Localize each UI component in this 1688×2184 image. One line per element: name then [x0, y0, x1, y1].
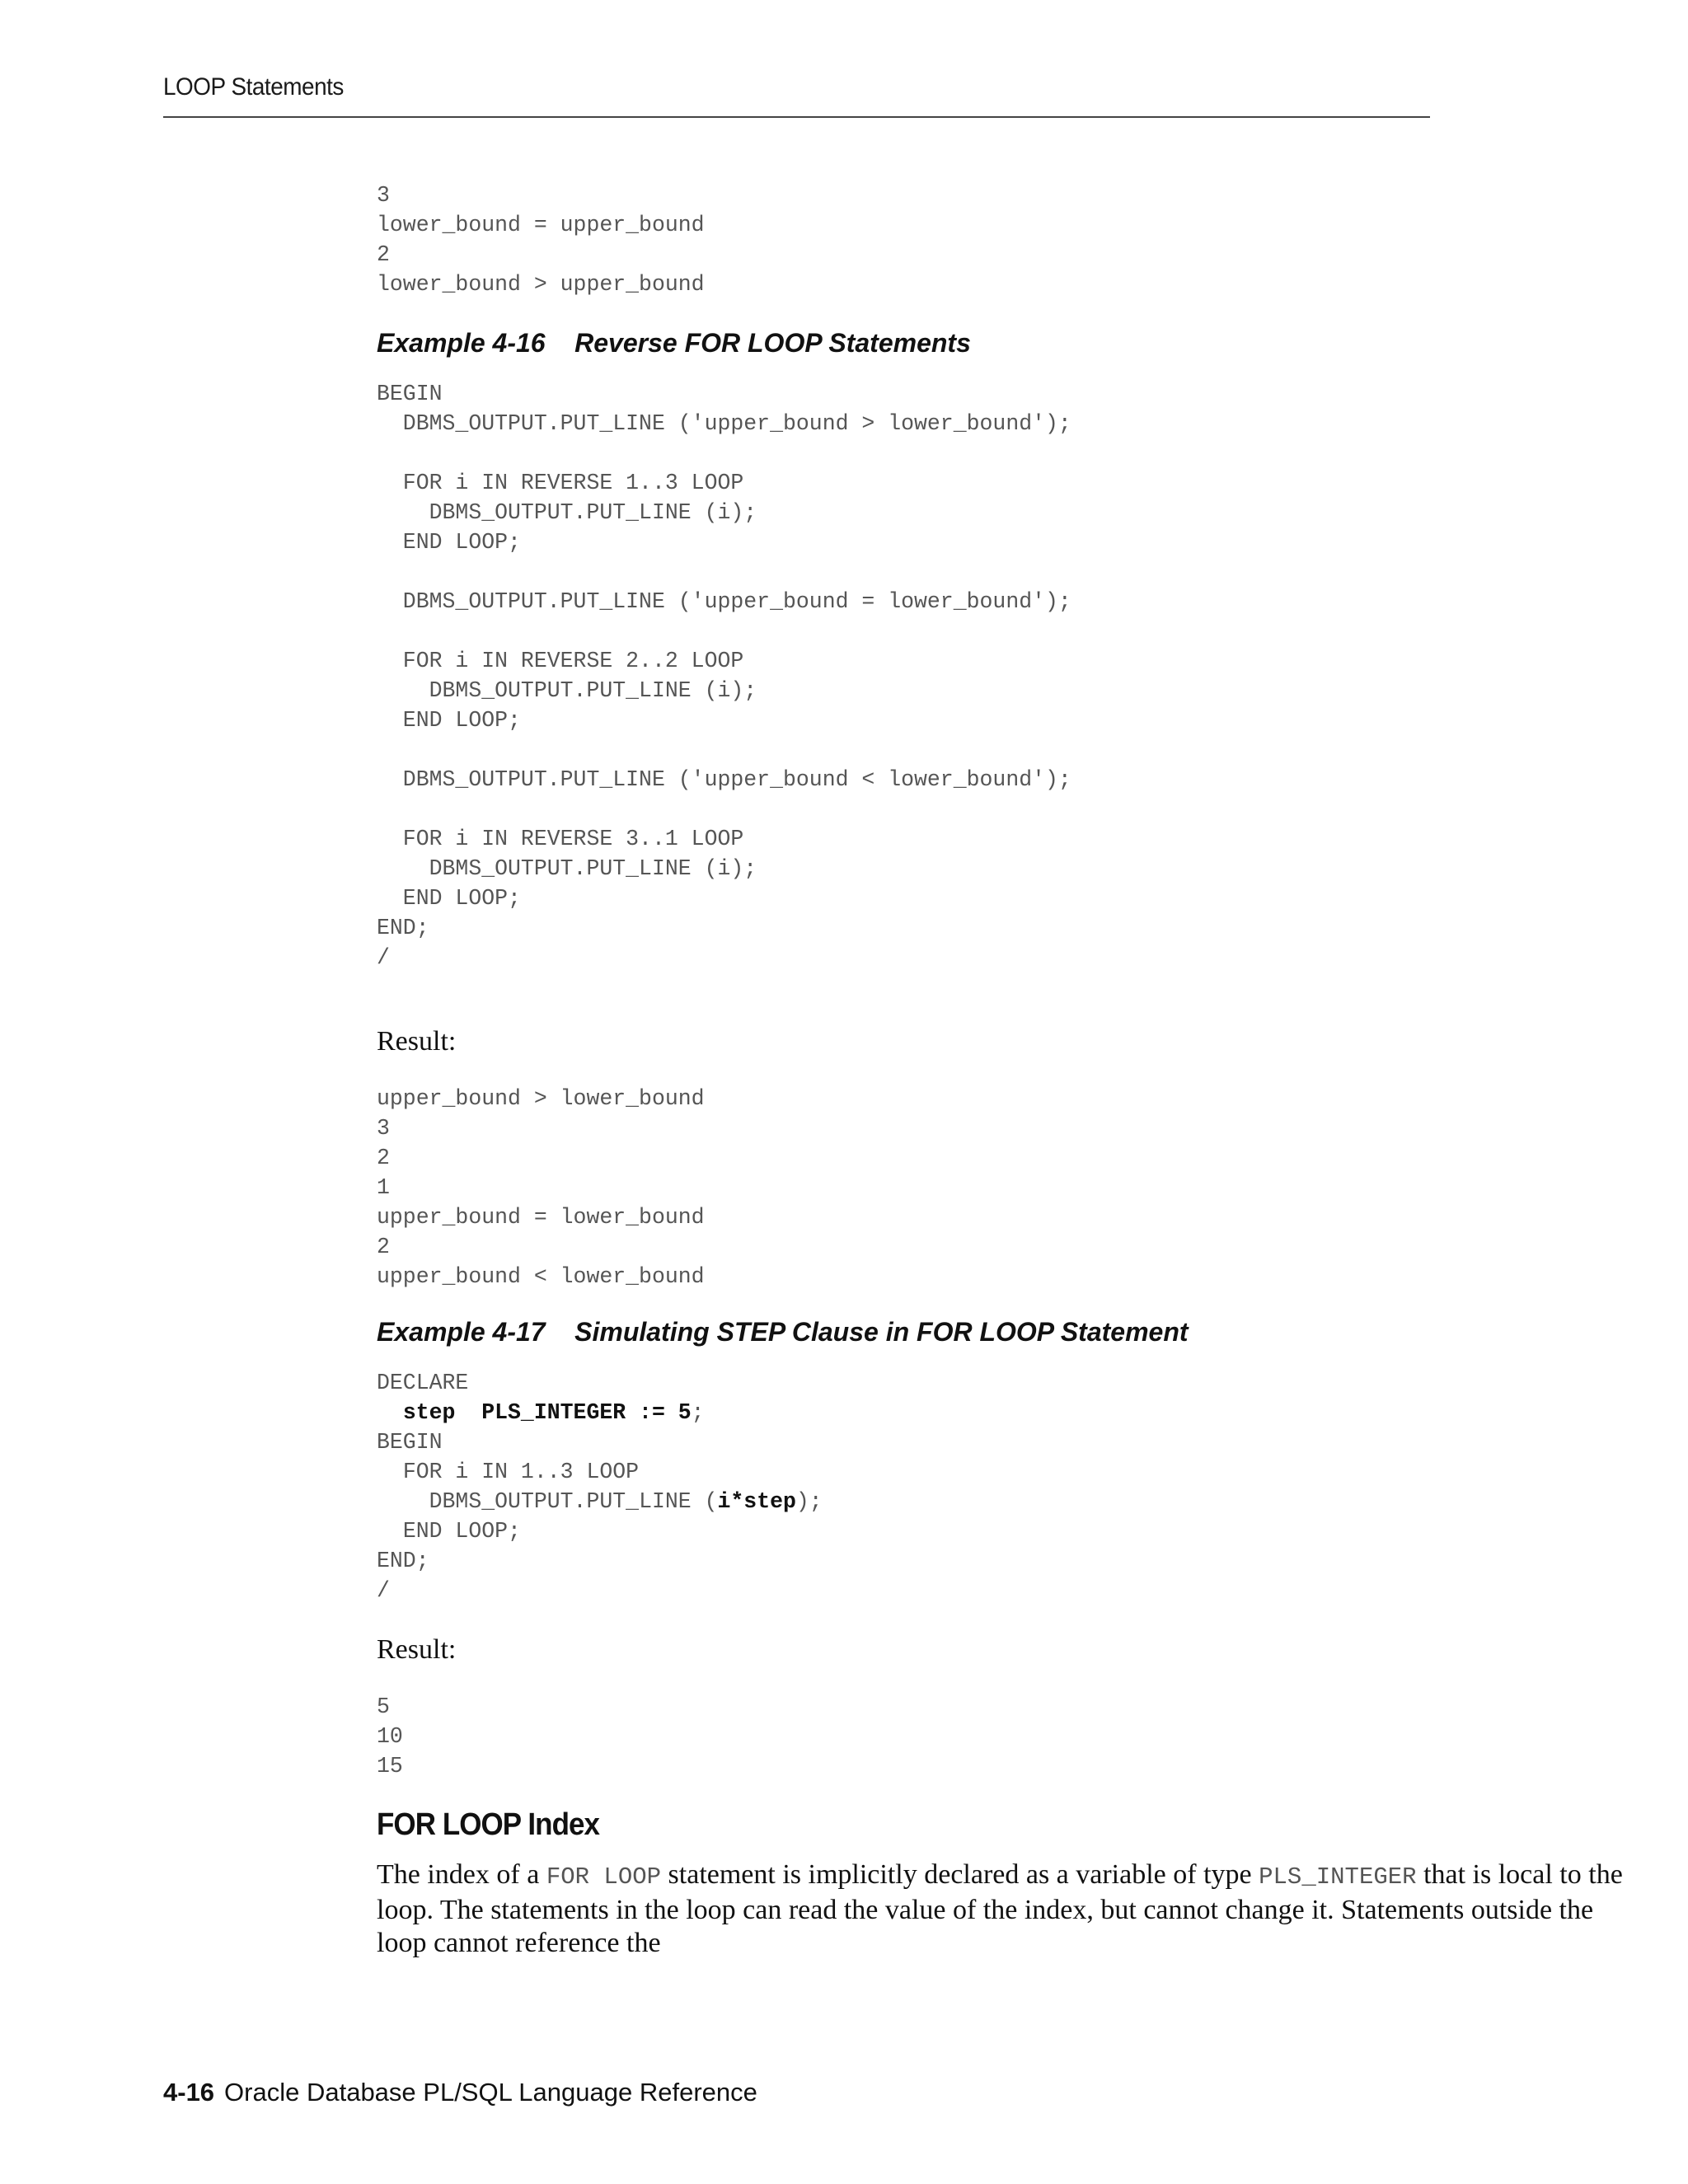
code-line: DECLARE [377, 1371, 469, 1395]
example-17-title: Example 4-17 Simulating STEP Clause in FOR LOOP Statement [377, 1317, 1189, 1347]
running-header: LOOP Statements [163, 73, 344, 101]
code-text: DBMS_OUTPUT.PUT_LINE ( [429, 1489, 718, 1514]
code-line: FOR i IN 1..3 LOOP [402, 1460, 640, 1484]
text: statement is implicitly declared as a variable of type [661, 1859, 1259, 1890]
example-17-code [377, 1368, 823, 1605]
book-title: Oracle Database PL/SQL Language Reference [224, 2078, 757, 2107]
example-17-result-label: Result: [377, 1634, 457, 1665]
header-rule [163, 116, 1430, 118]
example-16-title: Example 4-16 Reverse FOR LOOP Statements [377, 328, 971, 358]
preceding-output: 3 lower_bound = upper_bound 2 lower_bound > upper_bound [377, 183, 705, 297]
text: The index of a [377, 1859, 546, 1890]
code-line: BEGIN [377, 1430, 443, 1455]
section-heading: FOR LOOP Index [377, 1807, 600, 1842]
section-paragraph [377, 1858, 1629, 1960]
example-17-result: 5 10 15 [377, 1694, 403, 1779]
example-16-result-label: Result: [377, 1026, 457, 1057]
code-text: ); [795, 1489, 823, 1514]
code-bold: i*step [717, 1489, 796, 1514]
example-16-result: upper_bound > lower_bound 3 2 1 upper_bound = lower_bound 2 upper_bound < lower_bound [377, 1086, 705, 1289]
example-16-code: BEGIN DBMS_OUTPUT.PUT_LINE ('upper_bound > lower_bound'); FOR i IN REVERSE 1..3 LOOP DBMS_OUTPUT.PUT_LINE (i); END LOOP; DBMS_OUTPUT.PUT_LINE ('upper_bound = lower_bound'); FOR i IN REVERSE 2..2 LOOP DBMS_OUTPUT.PUT_LINE (i); END LOOP; DBMS_OUTPUT.PUT_LINE ('upper_bound < lower_bound'); FOR i IN REVERSE 3..1 LOOP DBMS_OUTPUT.PUT_LINE (i); END LOOP; END; / [377, 382, 1071, 970]
page-number: 4-16 [163, 2078, 215, 2107]
text: that is local to the loop. The statements in the loop can read the value of the index, but cannot change it. Statements outside the loop cannot reference the [377, 1859, 1623, 1958]
code-line: END LOOP; [402, 1519, 521, 1544]
code-line: / [377, 1578, 390, 1603]
code-text: ; [691, 1400, 705, 1425]
inline-code: FOR LOOP [546, 1863, 662, 1891]
code-line: END; [377, 1549, 429, 1573]
code-bold: step PLS_INTEGER := 5 [402, 1400, 692, 1425]
footer [163, 2078, 757, 2107]
inline-code: PLS_INTEGER [1259, 1863, 1417, 1891]
